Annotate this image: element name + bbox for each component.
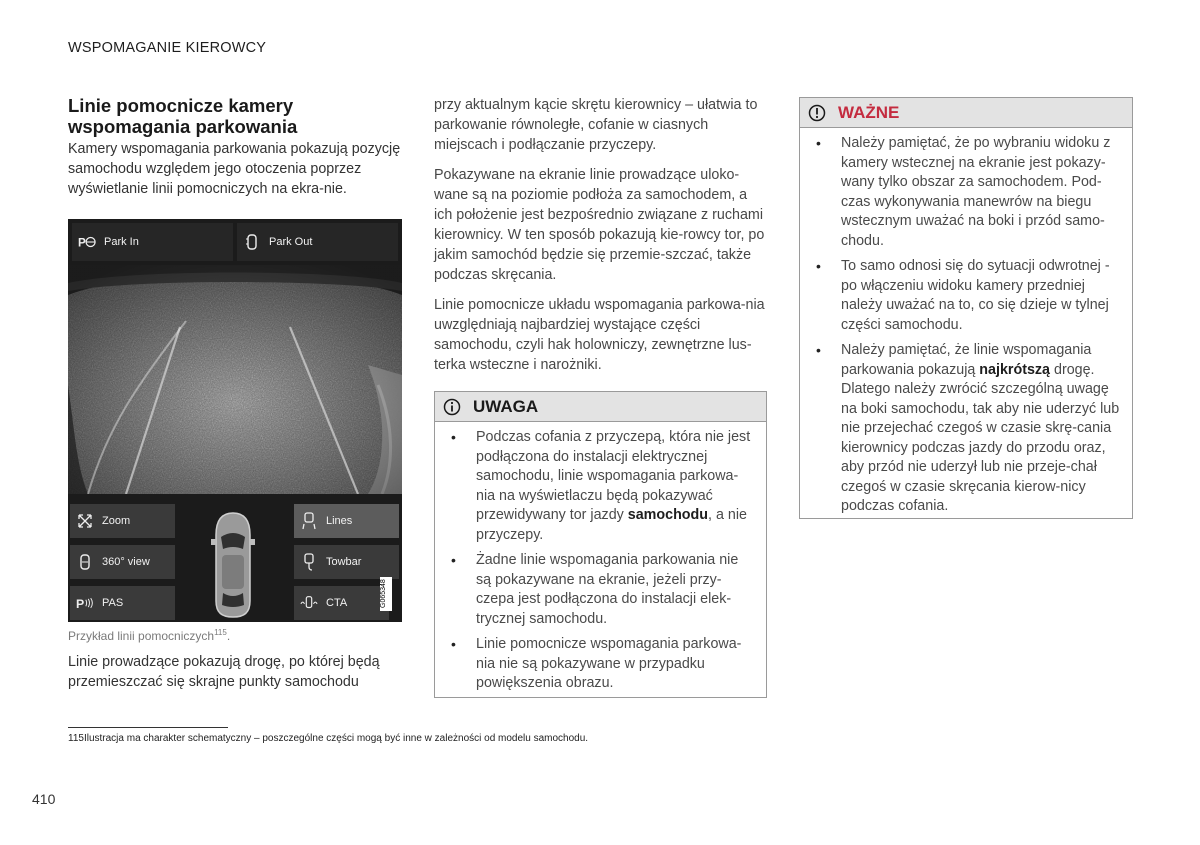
warning-list [800, 128, 1132, 531]
pas-label: PAS [102, 597, 124, 609]
list-item [451, 428, 754, 545]
list-item: • Żadne linie wspomagania parkowania nie są pokazywane na ekranie, jeżeli przy-czepa jest podłączona do instalacji elek-trycznej samochodu. [451, 551, 754, 629]
footnote [68, 733, 588, 744]
guide-lines-paragraph: Linie prowadzące pokazują drogę, po której będą przemieszczać się skrajne punkty samochodu [68, 654, 380, 690]
park-in-icon [78, 233, 96, 251]
towbar-icon [300, 553, 318, 571]
svg-text:P: P [76, 596, 85, 611]
warning-item-3-end: drogę. Dlatego należy zwrócić szczególną uwagę na boki samochodu, tak aby nie uderzyć lub nie przejechać czegoś w czasie skrę-cania kierownicy podczas jazdy do przodu oraz, aby przód nie uderzył lub nie przeje-chał czegoś w czasie skręcania kierow-nicy podczas cofania. [841, 361, 1120, 514]
park-in-button [72, 223, 233, 261]
figure-caption-text: Przykład linii pomocniczych [68, 629, 215, 643]
note-box [434, 391, 767, 698]
figure-caption [68, 628, 230, 643]
middle-paragraph-1: przy aktualnym kącie skrętu kierownicy – ułatwia to parkowanie równoległe, cofanie w ciasnych miejscach i podłączanie przyczepy. [434, 97, 758, 153]
lines-label: Lines [326, 515, 353, 527]
page-number: 410 [32, 791, 56, 807]
footnote-ref: 115 [214, 628, 227, 637]
note-item-1-end: , a nie przyczepy. [476, 507, 747, 543]
zoom-icon [76, 512, 94, 530]
caption-period: . [226, 629, 231, 643]
info-icon [443, 398, 461, 416]
footnote-rule [68, 727, 228, 728]
360-view-button [70, 545, 175, 579]
note-list [435, 422, 766, 708]
column-left-continued [68, 652, 398, 692]
svg-text:P: P [78, 236, 86, 250]
list-item [816, 341, 1120, 517]
360-view-icon [76, 553, 94, 571]
360-view-label: 360° view [102, 556, 150, 568]
park-in-label: Park In [104, 236, 139, 248]
footnote-number: 115 [68, 733, 84, 744]
note-box-header [435, 392, 766, 422]
warning-item-3-text: Należy pamiętać, że linie wspomagania parkowania pokazują [841, 342, 1092, 378]
warning-item-3-bold: najkrótszą [979, 361, 1051, 378]
image-code: G065348 [380, 577, 392, 611]
footnote-text: Ilustracja ma charakter schematyczny – poszczególne części mogą być inne w zależności od modelu samochodu. [83, 733, 589, 744]
cta-button [294, 586, 389, 620]
column-middle [434, 95, 766, 385]
warning-box [799, 97, 1133, 519]
park-out-icon [243, 233, 261, 251]
park-out-button [237, 223, 398, 261]
lines-button [294, 504, 399, 538]
pas-icon [76, 594, 94, 612]
towbar-label: Towbar [326, 556, 362, 568]
section-title-line1: Linie pomocnicze kamery [68, 95, 294, 116]
note-item-1-bold: samochodu [627, 507, 708, 523]
note-box-title: UWAGA [473, 396, 539, 416]
intro-paragraph: Kamery wspomagania parkowania pokazują pozycję samochodu względem jego otoczenia poprzez wyświetlanie linii pomocniczych na ekra-nie. [68, 141, 401, 197]
exclamation-icon [808, 104, 826, 122]
warning-box-header [800, 98, 1132, 128]
parking-camera-figure [68, 219, 402, 622]
note-item-1-text: Podczas cofania z przyczepą, która nie jest podłączona do instalacji elektrycznej samochodu, linie wspomagania parkowa-nia na wyświetlaczu będą pokazywać przewidywany tor jazdy [476, 429, 751, 523]
list-item: • To samo odnosi się do sytuacji odwrotnej - po włączeniu widoku kamery przedniej należy uważać na to, co się dzieje w tylnej części samochodu. [816, 257, 1120, 335]
column-left [68, 95, 403, 199]
section-title [68, 95, 403, 137]
lines-icon [300, 512, 318, 530]
car-top-view-icon [208, 509, 258, 622]
zoom-label: Zoom [102, 515, 131, 527]
middle-paragraph-2: Pokazywane na ekranie linie prowadzące uloko-wane są na poziomie podłoża za samochodem, a ich położenie jest bezpośrednio związane z ruchami kierownicy. W ten sposób pokazują kie-rowcy tor, po jakim samochód będzie się przemie-szczać, także podczas skręcania. [434, 167, 765, 283]
middle-paragraph-3: Linie pomocnicze układu wspomagania parkowa-nia uwzględniają najbardziej wystające części samochodu, czyli hak holowniczy, zewnętrzne lus-terka wsteczne i narożniki. [434, 297, 765, 373]
rear-camera-view [68, 265, 402, 494]
warning-box-title: WAŻNE [838, 102, 900, 122]
towbar-button [294, 545, 399, 579]
pas-button [70, 586, 175, 620]
list-item: • Należy pamiętać, że po wybraniu widoku z kamery wstecznej na ekranie jest pokazy-wany tylko obszar za samochodem. Pod-czas wykonywania manewrów na biegu wstecznym uważać na boki i przód samo-chodu. [816, 134, 1120, 251]
cta-icon [300, 594, 318, 612]
park-out-label: Park Out [269, 236, 313, 248]
zoom-button [70, 504, 175, 538]
section-title-line2: wspomagania parkowania [68, 116, 298, 137]
list-item: • Linie pomocnicze wspomagania parkowa-nia nie są pokazywane w przypadku powiększenia obrazu. [451, 635, 754, 694]
cta-label: CTA [326, 597, 348, 609]
running-header: WSPOMAGANIE KIEROWCY [68, 40, 267, 56]
